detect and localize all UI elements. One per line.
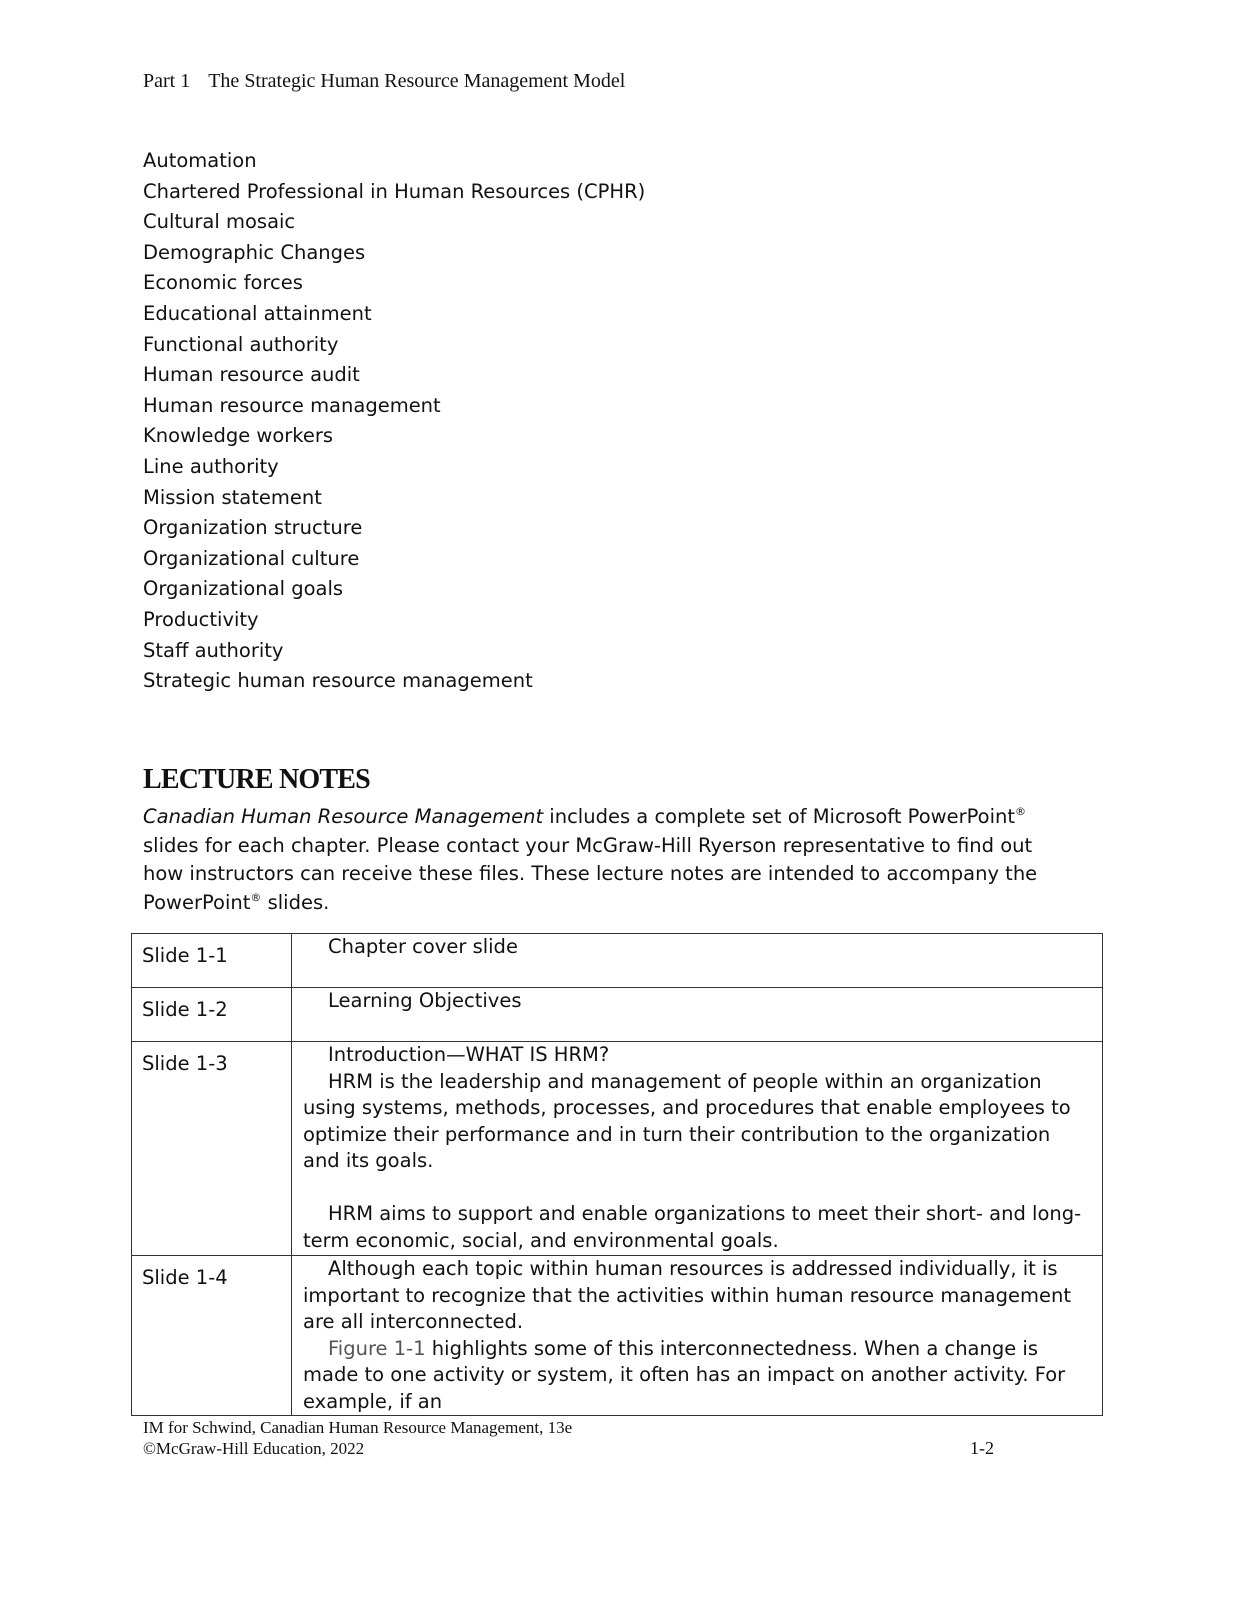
slide-id-cell: Slide 1-3 xyxy=(132,1042,292,1256)
key-terms-list xyxy=(143,146,645,697)
running-header xyxy=(143,70,625,93)
registered-mark: ® xyxy=(1015,805,1027,818)
key-term: Cultural mosaic xyxy=(143,210,296,234)
key-term: Organizational culture xyxy=(143,546,360,570)
slide-content-cell xyxy=(292,1256,1103,1416)
footer-citation: IM for Schwind, Canadian Human Resource Management, 13e xyxy=(143,1418,573,1437)
intro-text: includes a complete set of Microsoft PowerPoint xyxy=(543,805,1016,828)
slide-content-cell xyxy=(292,988,1103,1042)
lecture-notes-intro xyxy=(143,803,1073,917)
slide-heading: Introduction—WHAT IS HRM? xyxy=(328,1043,610,1066)
slide-content-cell xyxy=(292,934,1103,988)
key-term: Educational attainment xyxy=(143,301,372,325)
page-number: 1-2 xyxy=(970,1438,994,1458)
footer-copyright: ©McGraw-Hill Education, 2022 xyxy=(143,1439,365,1458)
slide-id-cell: Slide 1-2 xyxy=(132,988,292,1042)
slide-paragraph xyxy=(303,1336,1090,1416)
slide-id-cell: Slide 1-1 xyxy=(132,934,292,988)
key-term: Strategic human resource management xyxy=(143,669,533,693)
key-term: Organization structure xyxy=(143,516,363,540)
key-term: Mission statement xyxy=(143,485,322,509)
slide-text: Chapter cover slide xyxy=(328,935,518,958)
figure-reference-link[interactable]: Figure 1-1 xyxy=(328,1336,426,1360)
key-term: Automation xyxy=(143,149,257,172)
slide-paragraph-text: highlights some of this interconnectedness. When a change is made to one activity or system, it often has an impact on another activity. For example, if an xyxy=(303,1336,1066,1413)
slide-id-cell: Slide 1-4 xyxy=(132,1256,292,1416)
lecture-notes-table xyxy=(131,933,1103,1416)
key-term: Knowledge workers xyxy=(143,424,334,448)
key-term: Human resource management xyxy=(143,393,441,417)
table-row xyxy=(132,934,1103,988)
slide-text: Learning Objectives xyxy=(328,989,522,1012)
part-label: Part 1 xyxy=(143,70,191,92)
key-term: Line authority xyxy=(143,454,279,478)
key-term: Staff authority xyxy=(143,638,284,662)
key-term: Demographic Changes xyxy=(143,240,366,264)
slide-content-cell xyxy=(292,1042,1103,1256)
page-footer xyxy=(143,1417,572,1459)
part-title: The Strategic Human Resource Management Model xyxy=(208,70,626,92)
slide-paragraph: HRM is the leadership and management of people within an organization using systems, methods, processes, and procedures that enable employees to optimize their performance and in turn their contribution to the organization and its goals. xyxy=(303,1069,1071,1172)
slide-paragraph: Although each topic within human resources is addressed individually, it is important to recognize that the activities within human resource management are all interconnected. xyxy=(303,1257,1071,1333)
lecture-notes-heading: LECTURE NOTES xyxy=(143,764,370,795)
table-row xyxy=(132,1256,1103,1416)
key-term: Chartered Professional in Human Resources (CPHR) xyxy=(143,179,646,203)
table-row xyxy=(132,988,1103,1042)
registered-mark: ® xyxy=(250,890,262,904)
table-row xyxy=(132,1042,1103,1256)
key-term: Organizational goals xyxy=(143,577,344,601)
key-term: Human resource audit xyxy=(143,363,360,387)
intro-text: slides for each chapter. Please contact your McGraw-Hill Ryerson representative to find out how instructors can receive these files. These lecture notes are intended to accompany the PowerPoint xyxy=(143,833,1038,914)
key-term: Economic forces xyxy=(143,271,303,295)
slide-paragraph: HRM aims to support and enable organizations to meet their short- and long-term economic, social, and environmental goals. xyxy=(303,1202,1082,1252)
key-term: Productivity xyxy=(143,607,259,631)
key-term: Functional authority xyxy=(143,332,339,356)
book-title: Canadian Human Resource Management xyxy=(143,805,544,828)
intro-text: slides. xyxy=(261,890,330,914)
